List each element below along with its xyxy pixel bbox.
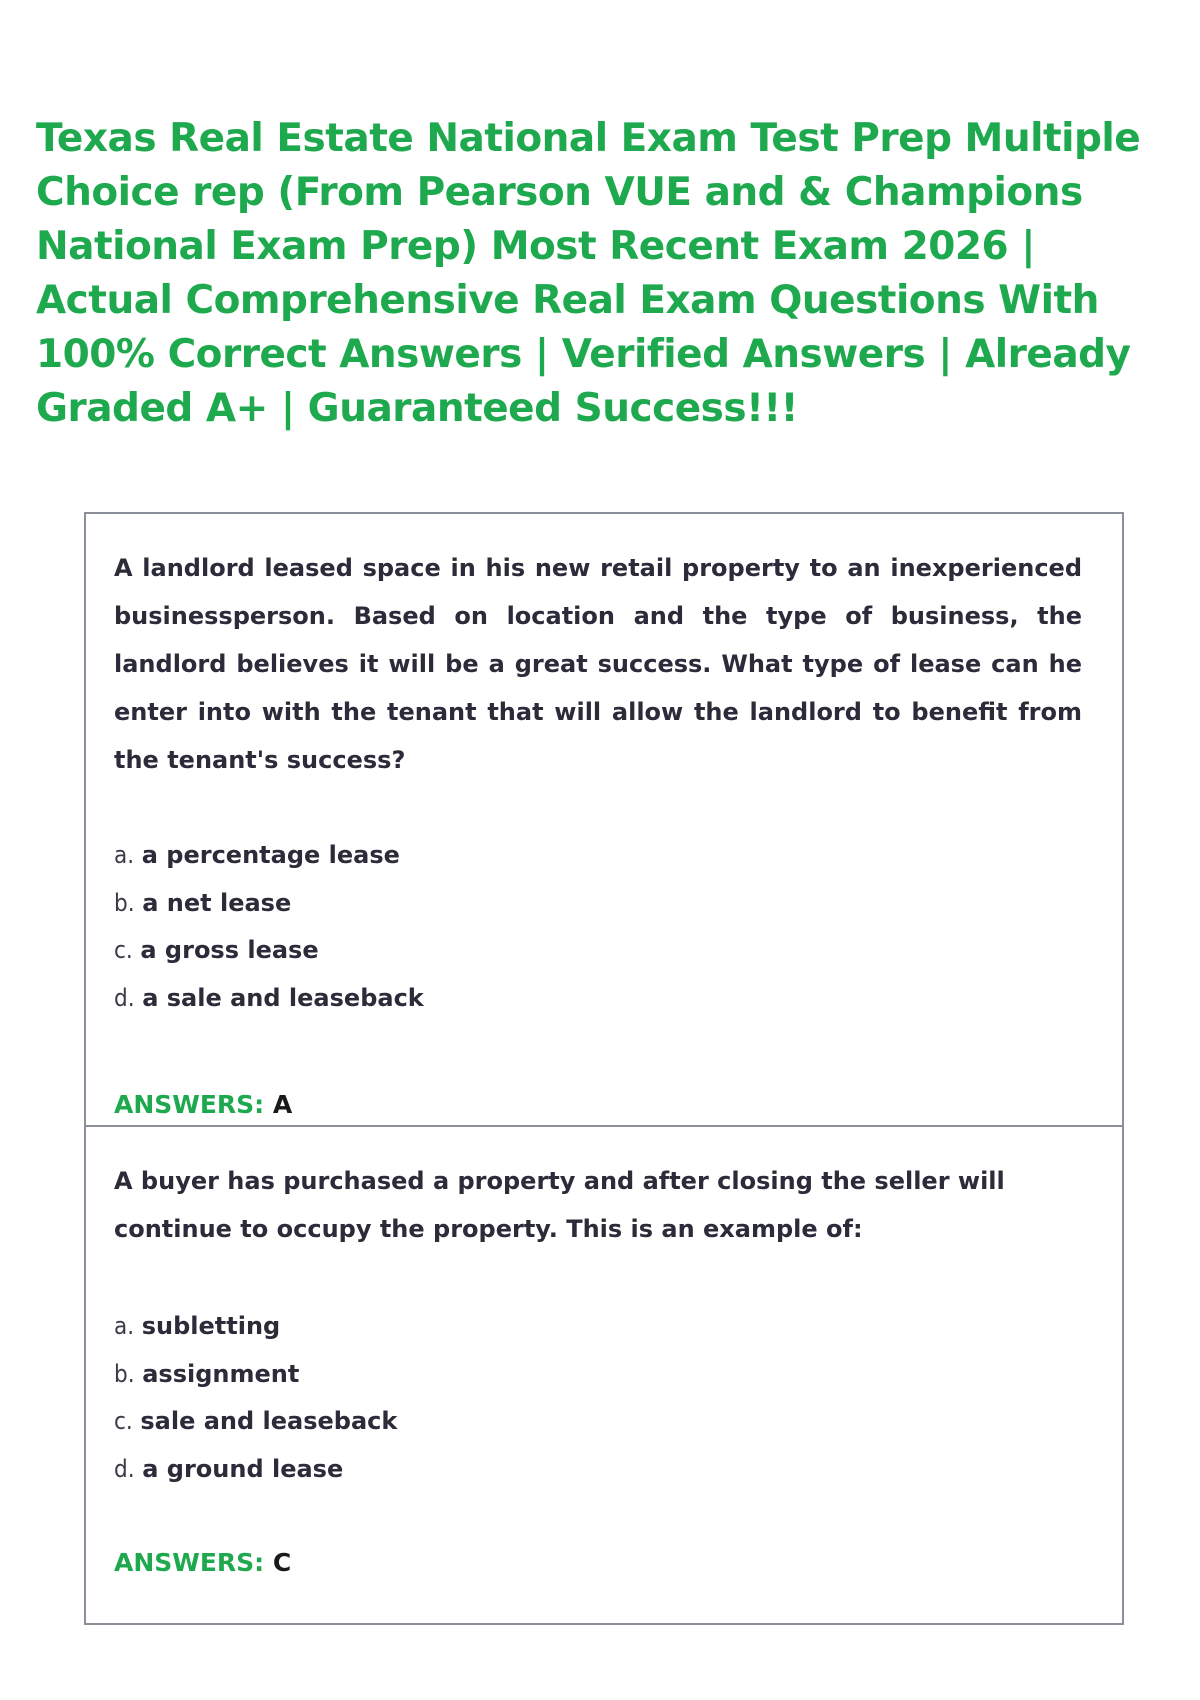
option-b [114,880,424,928]
option-list [114,832,424,1022]
option-text: assignment [142,1359,300,1388]
option-d [114,975,424,1023]
option-letter: a. [114,1312,135,1340]
option-letter: a. [114,841,135,869]
option-letter: d. [114,983,135,1012]
option-text: a gross lease [140,936,319,964]
option-c [114,927,424,975]
option-letter: d. [114,1454,135,1483]
document-title: Texas Real Estate National Exam Test Prep Multiple Choice rep (From Pearson VUE and & Champions National Exam Prep) Most Recent Exam 2026 | Actual Comprehensive Real Exam Questions With 100% Correct Answers | Verified Answers | Already Graded A+ | Guaranteed Success!!! [36,116,1141,431]
question-card [84,1125,1124,1625]
answer-value: A [272,1090,293,1119]
question-card [84,512,1124,1127]
option-text: a ground lease [142,1454,344,1483]
option-text: a percentage lease [141,841,400,869]
answer-label: ANSWERS: [114,1548,265,1577]
answer-line [114,1543,291,1583]
option-letter: c. [114,1407,133,1435]
option-b [114,1351,397,1399]
question-stem: A landlord leased space in his new retail property to an inexperienced businessperson. Based on location and the type of business, the landlord believes it will be a great success. What type of lease can he enter into with the tenant that will allow the landlord to benefit from the tenant's success? [114,554,1082,774]
option-text: subletting [141,1312,281,1340]
answer-line [114,1085,292,1125]
option-letter: c. [114,936,133,964]
option-letter: b. [114,888,135,917]
option-a [114,1303,397,1351]
option-c [114,1398,397,1446]
option-a [114,832,424,880]
question-stem: A buyer has purchased a property and after closing the seller will continue to occupy the property. This is an example of: [114,1167,1005,1243]
option-list [114,1303,397,1493]
option-letter: b. [114,1359,135,1388]
option-text: sale and leaseback [140,1407,398,1435]
option-text: a sale and leaseback [142,983,424,1012]
answer-value: C [272,1548,292,1577]
option-d [114,1446,397,1494]
option-text: a net lease [142,888,292,917]
answer-label: ANSWERS: [114,1090,265,1119]
